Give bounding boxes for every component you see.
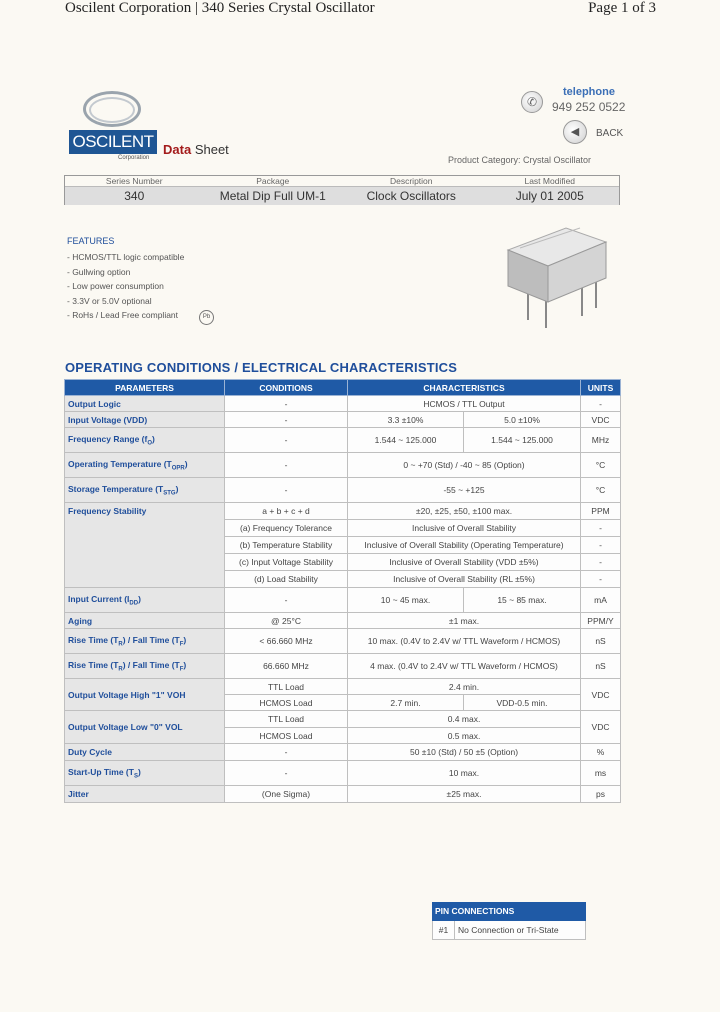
pin-function: No Connection or Tri-State (458, 925, 559, 935)
param-subscript: S (133, 773, 138, 780)
char-cell: 2.4 min. (348, 679, 581, 695)
unit-cell: PPM (581, 503, 621, 520)
pin-connections-title: PIN CONNECTIONS (432, 902, 586, 921)
cond-cell: (c) Input Voltage Stability (225, 554, 348, 571)
logo-wordmark: OSCILENT (69, 130, 157, 154)
cond-cell: a + b + c + d (225, 503, 348, 520)
unit-cell: mA (581, 588, 621, 613)
char-cell: 10 max. (348, 761, 581, 786)
param-subscript: F (179, 666, 184, 673)
char-cell: Inclusive of Overall Stability (348, 520, 581, 537)
cond-cell: @ 25°C (225, 613, 348, 629)
param-startup-time (65, 761, 225, 786)
char-cell: Inclusive of Overall Stability (Operating Temperature) (348, 537, 581, 554)
unit-cell: VDC (581, 679, 621, 711)
param-aging: Aging (65, 613, 225, 629)
param-close: ) (138, 593, 141, 604)
char-cell: ±25 max. (348, 786, 581, 803)
param-close: ) (175, 483, 179, 494)
feature-item: - 3.3V or 5.0V optional (67, 295, 152, 306)
summary-series-number: 340 (124, 189, 145, 203)
cond-cell: - (225, 453, 348, 478)
param-close: ) (152, 433, 155, 444)
cond-cell: < 66.660 MHz (225, 629, 348, 654)
cond-cell: (a) Frequency Tolerance (225, 520, 348, 537)
spec-header-row (65, 380, 621, 396)
char-cell: 3.3 ±10% (348, 412, 464, 428)
unit-cell: - (581, 396, 621, 412)
header-units: UNITS (581, 380, 621, 396)
char-cell: Inclusive of Overall Stability (VDD ±5%) (348, 554, 581, 571)
table-row (65, 786, 621, 803)
cond-cell: - (225, 478, 348, 503)
param-subscript: OPR (171, 465, 185, 472)
char-cell: 50 ±10 (Std) / 50 ±5 (Option) (348, 744, 581, 761)
param-subscript: R (118, 641, 123, 648)
back-arrow-icon[interactable]: ◀ (563, 120, 587, 144)
param-storage-temperature (65, 478, 225, 503)
char-cell: 0.4 max. (348, 711, 581, 728)
param-close: ) (183, 634, 187, 645)
oscilent-logo[interactable] (69, 77, 157, 163)
cond-cell: TTL Load (225, 679, 348, 695)
cond-cell: - (225, 588, 348, 613)
telephone-label: telephone (563, 86, 615, 98)
summary-header-series: Series Number (105, 176, 163, 186)
char-cell: 5.0 ±10% (464, 412, 581, 428)
param-rise-fall-time (65, 654, 225, 679)
param-subscript: STG (163, 490, 176, 497)
unit-cell: - (581, 554, 621, 571)
cond-cell: - (225, 396, 348, 412)
table-row (65, 613, 621, 629)
table-row (65, 412, 621, 428)
sheet-word: Sheet (194, 142, 229, 157)
cond-cell: - (225, 761, 348, 786)
unit-cell: nS (581, 654, 621, 679)
table-row (432, 921, 586, 940)
param-output-voltage-low: Output Voltage Low "0" VOL (65, 711, 225, 744)
char-cell: HCMOS / TTL Output (348, 396, 581, 412)
char-cell: 15 ~ 85 max. (464, 588, 581, 613)
table-row (65, 679, 621, 695)
param-output-voltage-high: Output Voltage High "1" VOH (65, 679, 225, 711)
unit-cell: - (581, 571, 621, 588)
table-row (65, 503, 621, 520)
summary-description: Clock Oscillators (366, 189, 456, 203)
char-cell: 4 max. (0.4V to 2.4V w/ TTL Waveform / HCMOS) (348, 654, 581, 679)
telephone-number[interactable]: 949 252 0522 (552, 100, 626, 114)
summary-table (64, 175, 620, 205)
char-cell: 0.5 max. (348, 728, 581, 744)
cond-cell: - (225, 744, 348, 761)
param-operating-temperature (65, 453, 225, 478)
char-cell: -55 ~ +125 (348, 478, 581, 503)
cond-cell: (b) Temperature Stability (225, 537, 348, 554)
unit-cell: MHz (581, 428, 621, 453)
char-cell: 1.544 ~ 125.000 (348, 428, 464, 453)
electrical-characteristics-table (64, 379, 621, 803)
char-cell: 10 ~ 45 max. (348, 588, 464, 613)
features-title: FEATURES (67, 236, 115, 246)
cond-cell: HCMOS Load (225, 695, 348, 711)
back-link[interactable]: BACK (596, 128, 624, 139)
unit-cell: PPM/Y (581, 613, 621, 629)
param-text: Frequency Range (f (68, 433, 148, 444)
param-output-logic: Output Logic (65, 396, 225, 412)
char-cell: ±20, ±25, ±50, ±100 max. (348, 503, 581, 520)
param-text: Start-Up Time (T (68, 766, 134, 777)
param-text: ) / Fall Time (T (122, 634, 180, 645)
data-word: Data (163, 142, 192, 157)
cond-cell: - (225, 412, 348, 428)
param-close: ) (184, 458, 188, 469)
features-list (67, 236, 184, 323)
char-cell: ±1 max. (348, 613, 581, 629)
unit-cell: nS (581, 629, 621, 654)
param-close: ) (183, 659, 187, 670)
feature-item: - Gullwing option (67, 266, 131, 277)
cond-cell: 66.660 MHz (225, 654, 348, 679)
data-sheet-label (163, 142, 229, 157)
feature-item: - Low power consumption (67, 281, 164, 292)
table-row (65, 396, 621, 412)
param-jitter: Jitter (65, 786, 225, 803)
cond-cell: (d) Load Stability (225, 571, 348, 588)
summary-header-package: Package (256, 176, 290, 186)
table-row (65, 478, 621, 503)
page-number: Page 1 of 3 (588, 0, 656, 16)
param-subscript: O (147, 440, 153, 447)
summary-header-row (65, 176, 619, 187)
feature-item: - RoHs / Lead Free compliant (67, 310, 179, 321)
param-duty-cycle: Duty Cycle (65, 744, 225, 761)
param-text: Rise Time (T (68, 659, 119, 670)
header-characteristics: CHARACTERISTICS (348, 380, 581, 396)
feature-item: - HCMOS/TTL logic compatible (67, 252, 185, 262)
param-rise-fall-time (65, 629, 225, 654)
param-subscript: DD (129, 600, 139, 607)
table-row (65, 744, 621, 761)
table-row (65, 453, 621, 478)
param-text: ) / Fall Time (T (122, 659, 180, 670)
char-cell: Inclusive of Overall Stability (RL ±5%) (348, 571, 581, 588)
pin-connections-table (432, 902, 586, 940)
summary-header-modified: Last Modified (524, 176, 576, 186)
char-cell: 0 ~ +70 (Std) / -40 ~ 85 (Option) (348, 453, 581, 478)
cond-cell: HCMOS Load (225, 728, 348, 744)
param-subscript: F (179, 641, 184, 648)
unit-cell: VDC (581, 711, 621, 744)
param-text: Input Current (I (68, 593, 130, 604)
section-title: OPERATING CONDITIONS / ELECTRICAL CHARACTERISTICS (65, 360, 458, 375)
param-input-voltage: Input Voltage (VDD) (65, 412, 225, 428)
summary-value-row (65, 187, 619, 205)
crystal-oscillator-image (498, 220, 610, 330)
pin-number: #1 (433, 921, 455, 939)
summary-package: Metal Dip Full UM-1 (219, 189, 326, 203)
table-row (65, 654, 621, 679)
table-row (65, 588, 621, 613)
page-header-title: Oscilent Corporation | 340 Series Crystal Oscillator (65, 0, 375, 16)
param-text: Rise Time (T (68, 634, 119, 645)
table-row (65, 428, 621, 453)
lead-free-icon: Pb (199, 310, 214, 325)
cond-cell: - (225, 428, 348, 453)
telephone-icon[interactable]: ✆ (521, 91, 543, 113)
table-row (65, 711, 621, 728)
param-subscript: R (118, 666, 123, 673)
cond-cell: (One Sigma) (225, 786, 348, 803)
param-text: Operating Temperature (T (68, 458, 172, 469)
char-cell: 2.7 min. (348, 695, 464, 711)
header-conditions: CONDITIONS (225, 380, 348, 396)
char-cell: 10 max. (0.4V to 2.4V w/ TTL Waveform / HCMOS) (348, 629, 581, 654)
summary-header-description: Description (389, 176, 433, 186)
table-row (65, 629, 621, 654)
summary-last-modified: July 01 2005 (515, 189, 584, 203)
param-text: Storage Temperature (T (68, 483, 164, 494)
unit-cell: % (581, 744, 621, 761)
product-category: Product Category: Crystal Oscillator (448, 155, 592, 165)
logo-inner-ring-icon (89, 97, 135, 123)
unit-cell: °C (581, 478, 621, 503)
param-input-current (65, 588, 225, 613)
char-cell: VDD-0.5 min. (464, 695, 581, 711)
header-parameters: PARAMETERS (65, 380, 225, 396)
unit-cell: ps (581, 786, 621, 803)
unit-cell: - (581, 520, 621, 537)
unit-cell: VDC (581, 412, 621, 428)
param-frequency-stability: Frequency Stability (65, 503, 225, 588)
cond-cell: TTL Load (225, 711, 348, 728)
param-frequency-range (65, 428, 225, 453)
unit-cell: - (581, 537, 621, 554)
param-close: ) (137, 766, 141, 777)
unit-cell: °C (581, 453, 621, 478)
char-cell: 1.544 ~ 125.000 (464, 428, 581, 453)
unit-cell: ms (581, 761, 621, 786)
table-row (65, 761, 621, 786)
logo-subtitle: Corporation (118, 155, 150, 161)
